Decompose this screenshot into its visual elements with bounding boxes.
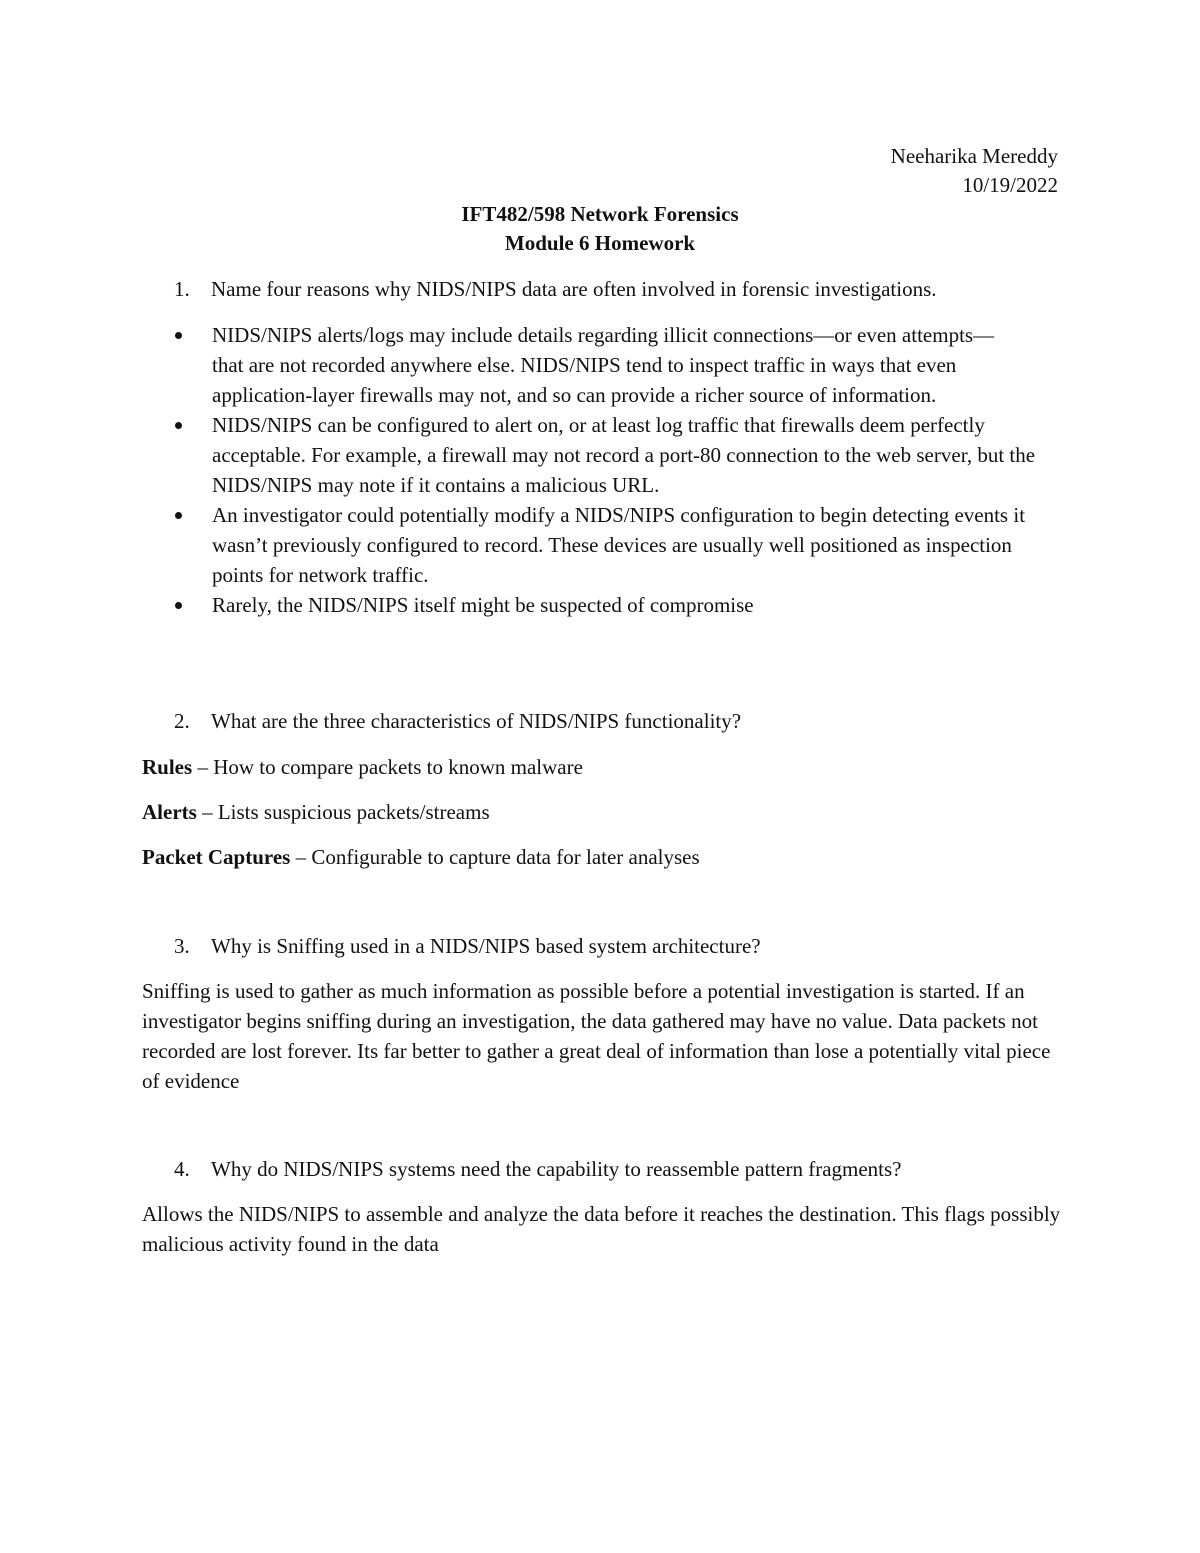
- bullet-icon: [175, 512, 182, 519]
- bullet-icon: [175, 602, 182, 609]
- list-item-text: NIDS/NIPS alerts/logs may include details regarding illicit connections—or even attempts—that are not recorded anywhere else. NIDS/NIPS tend to inspect traffic in ways that even application-layer firewalls may not, and so can provide a richer source of information.: [212, 323, 995, 407]
- q1-bullet-list: [170, 320, 1070, 620]
- question-text: Name four reasons why NIDS/NIPS data are often involved in forensic investigations.: [211, 277, 937, 301]
- document-date: 10/19/2022: [962, 173, 1058, 197]
- characteristic-desc: – Lists suspicious packets/streams: [196, 800, 490, 824]
- characteristic-term: Packet Captures: [142, 845, 291, 869]
- list-item: [170, 320, 1002, 410]
- bullet-icon: [175, 422, 182, 429]
- question-1: [174, 274, 937, 304]
- author-block: [891, 142, 1058, 200]
- question-text: What are the three characteristics of NIDS/NIPS functionality?: [211, 709, 742, 733]
- characteristic-desc: – How to compare packets to known malware: [192, 755, 583, 779]
- q3-answer: Sniffing is used to gather as much information as possible before a potential investigation is started. If an investigator begins sniffing during an investigation, the data gathered may have no value. Data packets not recorded are lost forever. Its far better to gather a great deal of information than lose a potentially vital piece of evidence: [142, 979, 1051, 1093]
- list-item-text: NIDS/NIPS can be configured to alert on, or at least log traffic that firewalls deem perfectly acceptable. For example, a firewall may not record a port-80 connection to the web server, but the NIDS/NIPS may note if it contains a malicious URL.: [212, 413, 1036, 497]
- question-number: 2.: [174, 709, 190, 733]
- list-item-text: Rarely, the NIDS/NIPS itself might be suspected of compromise: [212, 593, 754, 617]
- question-2: [174, 706, 741, 736]
- question-number: 1.: [174, 277, 190, 301]
- q4-answer: Allows the NIDS/NIPS to assemble and analyze the data before it reaches the destination. This flags possibly malicious activity found in the data: [142, 1202, 1061, 1256]
- question-number: 3.: [174, 934, 190, 958]
- characteristic-term: Alerts: [142, 800, 197, 824]
- course-title: IFT482/598 Network Forensics: [461, 202, 739, 226]
- question-4: [174, 1154, 902, 1184]
- characteristic-term: Rules: [142, 755, 193, 779]
- list-item: [170, 500, 1042, 590]
- list-item: [170, 410, 1072, 500]
- characteristic-alerts: [142, 797, 490, 827]
- bullet-icon: [175, 332, 182, 339]
- assignment-title: Module 6 Homework: [504, 231, 696, 255]
- author-name: Neeharika Mereddy: [890, 144, 1058, 168]
- question-text: Why do NIDS/NIPS systems need the capability to reassemble pattern fragments?: [211, 1157, 902, 1181]
- list-item-text: An investigator could potentially modify a NIDS/NIPS configuration to begin detecting events it wasn’t previously configured to record. These devices are usually well positioned as inspection points for network traffic.: [212, 503, 1026, 587]
- question-3: [174, 931, 761, 961]
- question-text: Why is Sniffing used in a NIDS/NIPS based system architecture?: [211, 934, 761, 958]
- characteristic-packet-captures: [142, 842, 700, 872]
- characteristic-rules: [142, 752, 583, 782]
- list-item: [170, 590, 1070, 620]
- title-block: [0, 200, 1200, 258]
- characteristic-desc: – Configurable to capture data for later analyses: [290, 845, 700, 869]
- question-number: 4.: [174, 1157, 190, 1181]
